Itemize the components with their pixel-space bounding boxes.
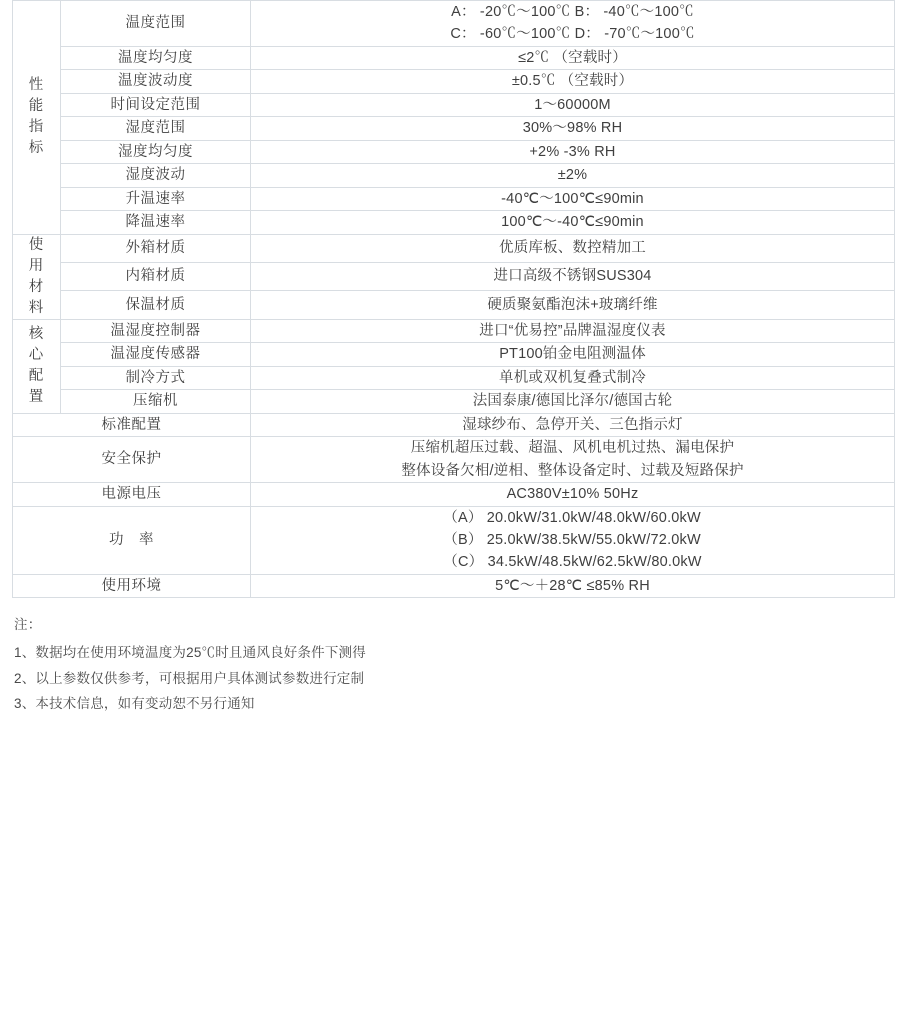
value-line: （A） 20.0kW/31.0kW/48.0kW/60.0kW	[443, 509, 701, 526]
table-row	[13, 187, 895, 210]
notes-block	[14, 612, 907, 717]
table-row	[13, 46, 895, 69]
row-value: 1～60000M	[251, 93, 895, 116]
group-core	[13, 319, 61, 413]
table-row	[13, 574, 895, 597]
row-label: 温度范围	[61, 1, 251, 47]
row-label: 功 率	[13, 506, 251, 574]
group-label-char: 配	[28, 368, 45, 385]
notes-title: 注：	[14, 617, 42, 633]
row-value: AC380V±10% 50Hz	[251, 483, 895, 506]
row-value	[251, 437, 895, 483]
table-row	[13, 140, 895, 163]
row-value: 30%～98% RH	[251, 117, 895, 140]
table-row	[13, 506, 895, 574]
group-label-char: 能	[28, 98, 45, 115]
table-row	[13, 343, 895, 366]
group-label-char: 指	[28, 119, 45, 136]
row-value: ±0.5℃ （空载时）	[251, 70, 895, 93]
table-row	[13, 93, 895, 116]
row-label: 湿度均匀度	[61, 140, 251, 163]
power-list	[443, 507, 701, 574]
group-label-char: 性	[28, 77, 45, 94]
table-row	[13, 263, 895, 291]
row-label: 压缩机	[61, 390, 251, 413]
row-label: 使用环境	[13, 574, 251, 597]
specification-table	[12, 0, 895, 598]
table-row	[13, 390, 895, 413]
row-value: 100℃～-40℃≤90min	[251, 211, 895, 234]
table-row	[13, 117, 895, 140]
row-label: 湿度范围	[61, 117, 251, 140]
value-line: A： -20℃～100℃ B： -40℃～100℃	[451, 4, 694, 20]
table-row	[13, 1, 895, 47]
row-value: 优质库板、数控精加工	[251, 234, 895, 262]
group-label-char: 置	[28, 389, 45, 406]
row-value: ≤2℃ （空载时）	[251, 46, 895, 69]
note-item: 3、本技术信息，如有变动恕不另行通知	[14, 696, 255, 712]
value-line: （B） 25.0kW/38.5kW/55.0kW/72.0kW	[443, 531, 701, 548]
row-value: 进口“优易控”品牌温湿度仪表	[251, 319, 895, 342]
row-label: 保温材质	[61, 291, 251, 319]
group-materials	[13, 234, 61, 319]
row-label: 温度波动度	[61, 70, 251, 93]
group-label-char: 标	[28, 140, 45, 157]
row-label: 降温速率	[61, 211, 251, 234]
table-row	[13, 164, 895, 187]
row-label: 电源电压	[13, 483, 251, 506]
row-label: 温湿度传感器	[61, 343, 251, 366]
row-value: 湿球纱布、急停开关、三色指示灯	[251, 413, 895, 436]
row-value: ±2%	[251, 164, 895, 187]
row-value: +2% -3% RH	[251, 140, 895, 163]
row-value: PT100铂金电阻测温体	[251, 343, 895, 366]
row-label: 安全保护	[13, 437, 251, 483]
group-label-char: 心	[28, 347, 45, 364]
group-label-char: 料	[28, 299, 45, 316]
row-label: 温度均匀度	[61, 46, 251, 69]
table-row	[13, 319, 895, 342]
row-value: -40℃～100℃≤90min	[251, 187, 895, 210]
table-row	[13, 413, 895, 436]
note-item: 1、数据均在使用环境温度为25℃时且通风良好条件下测得	[14, 645, 366, 661]
row-label: 时间设定范围	[61, 93, 251, 116]
group-label-char: 使	[28, 236, 45, 253]
table-row	[13, 291, 895, 319]
row-value	[251, 1, 895, 47]
table-row	[13, 437, 895, 483]
row-value: 进口高级不锈钢SUS304	[251, 263, 895, 291]
table-row	[13, 366, 895, 389]
row-value: 法国泰康/德国比泽尔/德国古轮	[251, 390, 895, 413]
table-row	[13, 211, 895, 234]
group-label-char: 用	[28, 257, 45, 274]
row-label: 内箱材质	[61, 263, 251, 291]
group-label-char: 材	[28, 278, 45, 295]
row-value	[251, 506, 895, 574]
row-label: 标准配置	[13, 413, 251, 436]
row-value: 硬质聚氨酯泡沫+玻璃纤维	[251, 291, 895, 319]
table-row	[13, 483, 895, 506]
row-label: 外箱材质	[61, 234, 251, 262]
value-line: C： -60℃～100℃ D： -70℃～100℃	[450, 26, 695, 43]
row-label: 温湿度控制器	[61, 319, 251, 342]
row-label: 湿度波动	[61, 164, 251, 187]
group-label-char: 核	[28, 326, 45, 343]
table-row	[13, 70, 895, 93]
value-line: 整体设备欠相/逆相、整体设备定时、过载及短路保护	[401, 462, 744, 479]
row-label: 制冷方式	[61, 366, 251, 389]
note-item: 2、以上参数仅供参考，可根据用户具体测试参数进行定制	[14, 670, 365, 686]
value-line: 压缩机超压过载、超温、风机电机过热、漏电保护	[410, 440, 735, 457]
row-value: 5℃～＋28℃ ≤85% RH	[251, 574, 895, 597]
table-row	[13, 234, 895, 262]
value-line: （C） 34.5kW/48.5kW/62.5kW/80.0kW	[443, 554, 702, 571]
row-label: 升温速率	[61, 187, 251, 210]
row-value: 单机或双机复叠式制冷	[251, 366, 895, 389]
group-performance	[13, 1, 61, 235]
